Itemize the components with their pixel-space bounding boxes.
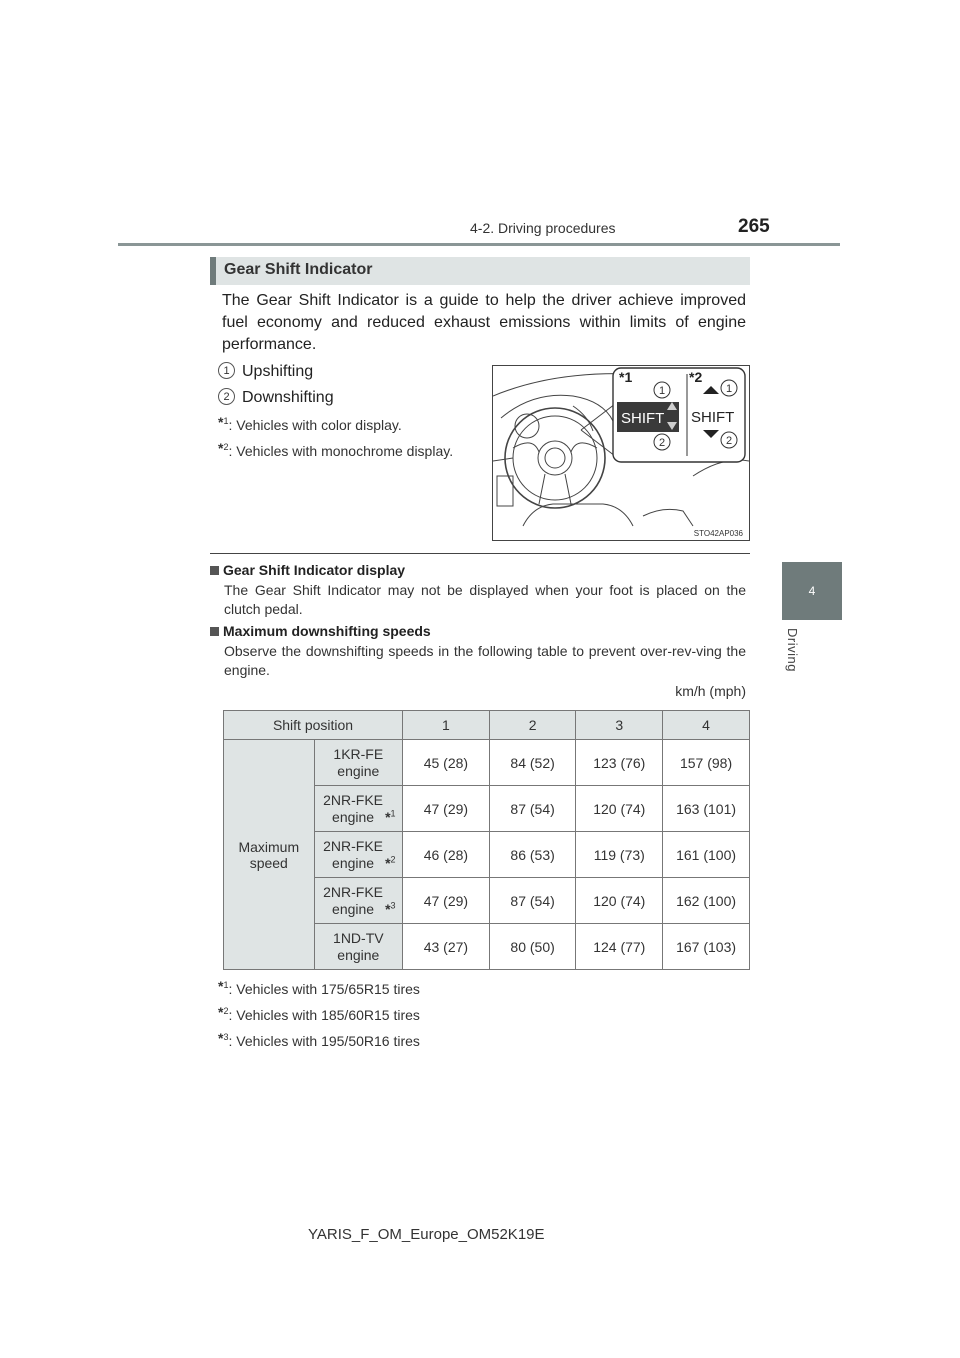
callout-mark-2: *2 (689, 369, 703, 385)
speed-cell: 46 (28) (403, 832, 490, 878)
engine-cell: 1ND-TV engine (314, 924, 402, 970)
mono-num-up: 1 (725, 383, 733, 395)
speed-cell: 86 (53) (489, 832, 576, 878)
units-label: km/h (mph) (675, 683, 746, 699)
header-position: 1 (403, 711, 490, 740)
speed-cell: 123 (76) (576, 740, 663, 786)
color-shift-text: SHIFT (621, 410, 665, 427)
header-shift-position: Shift position (224, 711, 403, 740)
engine-cell: 2NR-FKE engine *$^2$ (314, 832, 402, 878)
engine-cell: 2NR-FKE engine *$^3$ (314, 878, 402, 924)
color-num-up: 1 (658, 385, 666, 397)
tire-note-3: *$^3$: Vehicles with 195/50R16 tires (218, 1030, 420, 1049)
speed-cell: 80 (50) (489, 924, 576, 970)
speed-cell: 43 (27) (403, 924, 490, 970)
table-header-row (224, 711, 750, 740)
table-row (224, 740, 750, 786)
section-heading (210, 257, 750, 285)
intro-paragraph: The Gear Shift Indicator is a guide to help the driver achieve improved fuel economy and reduced exhaust emissions within limits of engine performance. (222, 292, 746, 353)
header-rule (118, 243, 840, 246)
header-position: 3 (576, 711, 663, 740)
tire-note-2: *$^2$: Vehicles with 185/60R15 tires (218, 1004, 420, 1023)
speed-cell: 47 (29) (403, 786, 490, 832)
callout-mark-1: *1 (619, 369, 633, 385)
speed-cell: 45 (28) (403, 740, 490, 786)
row-group-label: Maximum speed (224, 740, 315, 970)
gear-shift-indicator-illustration (492, 365, 750, 541)
mono-shift-text: SHIFT (691, 409, 735, 426)
note-heading-downshifting: Maximum downshifting speeds (210, 623, 431, 639)
note-text-downshifting: Observe the downshifting speeds in the following table to prevent over-rev-ving the engine. (224, 643, 746, 678)
square-bullet-icon (210, 566, 219, 575)
speed-cell: 157 (98) (663, 740, 750, 786)
speed-cell: 161 (100) (663, 832, 750, 878)
note-text-display: The Gear Shift Indicator may not be displayed when your foot is placed on the clutch pedal. (224, 582, 746, 617)
downshifting-speed-table (223, 710, 750, 970)
speed-cell: 119 (73) (576, 832, 663, 878)
engine-cell: 1KR-FE engine (314, 740, 402, 786)
section-heading-title: Gear Shift Indicator (224, 261, 373, 278)
header-position: 4 (663, 711, 750, 740)
chapter-tab (782, 562, 842, 620)
chapter-label-text: Driving (785, 628, 800, 672)
note-heading-display: Gear Shift Indicator display (210, 562, 405, 578)
mono-num-down: 2 (725, 435, 733, 447)
speed-cell: 162 (100) (663, 878, 750, 924)
speed-cell: 120 (74) (576, 786, 663, 832)
speed-cell: 87 (54) (489, 878, 576, 924)
speed-cell: 120 (74) (576, 878, 663, 924)
speed-cell: 167 (103) (663, 924, 750, 970)
speed-cell: 47 (29) (403, 878, 490, 924)
separator-rule (210, 553, 750, 554)
speed-cell: 163 (101) (663, 786, 750, 832)
section-heading-bar (210, 257, 216, 285)
dashboard-drawing (493, 366, 749, 540)
engine-cell: 2NR-FKE engine *$^1$ (314, 786, 402, 832)
document-footer-code: YARIS_F_OM_Europe_OM52K19E (308, 1226, 545, 1243)
speed-cell: 87 (54) (489, 786, 576, 832)
speed-cell: 124 (77) (576, 924, 663, 970)
list-item-downshifting: Downshifting (242, 389, 334, 406)
header-position: 2 (489, 711, 576, 740)
speed-cell: 84 (52) (489, 740, 576, 786)
display-note-1: *$^1$: Vehicles with color display. (218, 414, 402, 433)
chapter-number: 4 (808, 584, 816, 598)
color-num-down: 2 (658, 437, 666, 449)
page-number: 265 (738, 216, 770, 237)
tire-note-1: *$^1$: Vehicles with 175/65R15 tires (218, 978, 420, 997)
chapter-label (780, 628, 804, 684)
running-header-section: 4-2. Driving procedures (470, 220, 616, 236)
list-number-1: 1 (218, 362, 235, 379)
illustration-code: STO42AP036 (693, 529, 743, 538)
square-bullet-icon (210, 627, 219, 636)
list-item-upshifting: Upshifting (242, 363, 314, 380)
list-number-2: 2 (218, 388, 235, 405)
display-note-2: *$^2$: Vehicles with monochrome display. (218, 440, 454, 459)
